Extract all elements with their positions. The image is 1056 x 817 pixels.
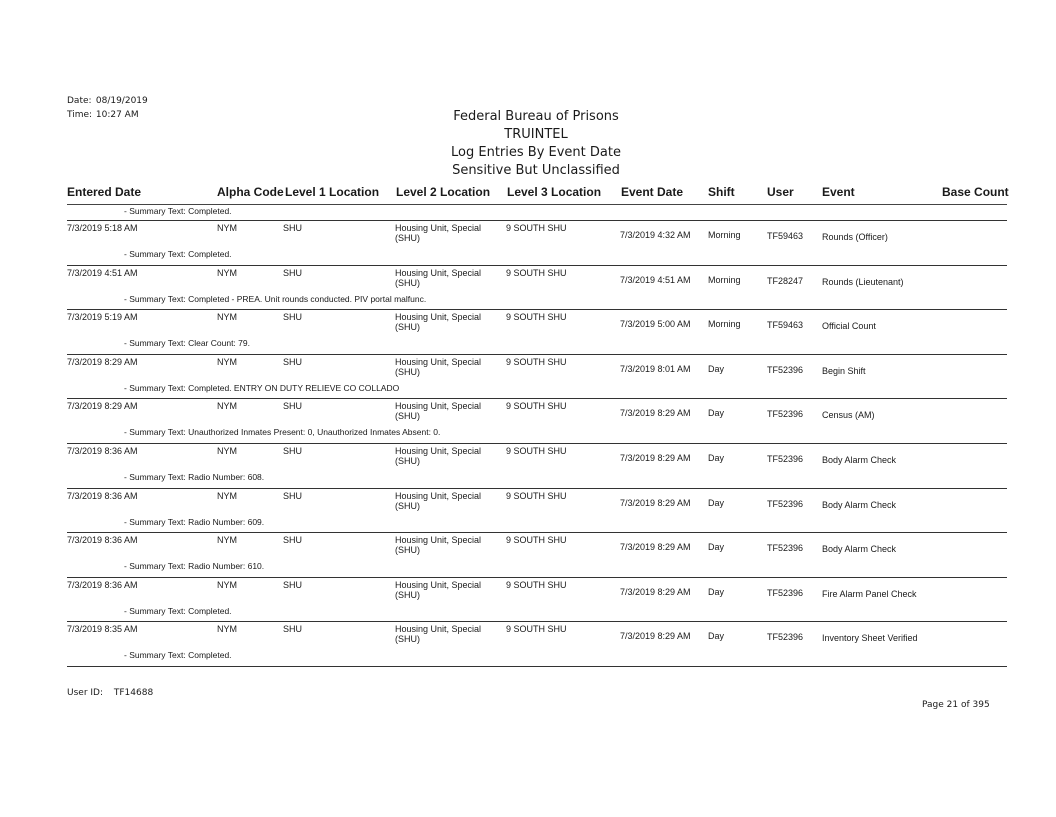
event-cell: Rounds (Officer) (822, 232, 888, 242)
level2-sub-cell: (SHU) (395, 367, 420, 377)
summary-text: - Summary Text: Completed - PREA. Unit rounds conducted. PIV portal malfunc. (124, 294, 427, 304)
level3-cell: 9 SOUTH SHU (506, 446, 567, 456)
event-cell: Inventory Sheet Verified (822, 633, 918, 643)
alpha-code-cell: NYM (217, 535, 237, 545)
entered-date-cell: 7/3/2019 5:18 AM (67, 223, 138, 233)
event-date-cell: 7/3/2019 8:29 AM (620, 453, 691, 463)
entered-date-cell: 7/3/2019 8:35 AM (67, 624, 138, 634)
user-cell: TF52396 (767, 499, 804, 509)
level2-sub-cell: (SHU) (395, 501, 420, 511)
col-event: Event (822, 185, 855, 199)
user-cell: TF52396 (767, 632, 804, 642)
event-cell: Census (AM) (822, 410, 875, 420)
alpha-code-cell: NYM (217, 401, 237, 411)
user-cell: TF28247 (767, 276, 804, 286)
col-event-date: Event Date (621, 185, 684, 199)
user-cell: TF52396 (767, 543, 804, 553)
header-divider (67, 204, 1007, 205)
summary-text: - Summary Text: Clear Count: 79. (124, 338, 250, 348)
col-level3: Level 3 Location (507, 185, 602, 199)
event-date-cell: 7/3/2019 8:29 AM (620, 587, 691, 597)
level3-cell: 9 SOUTH SHU (506, 535, 567, 545)
level2-sub-cell: (SHU) (395, 278, 420, 288)
shift-cell: Day (708, 542, 725, 552)
page-number: Page 21 of 395 (922, 700, 990, 710)
alpha-code-cell: NYM (217, 357, 237, 367)
entered-date-cell: 7/3/2019 8:36 AM (67, 491, 138, 501)
event-date-cell: 7/3/2019 5:00 AM (620, 319, 691, 329)
row-divider (67, 220, 1007, 221)
alpha-code-cell: NYM (217, 624, 237, 634)
level1-cell: SHU (283, 535, 303, 545)
level2-cell: Housing Unit, Special (395, 357, 482, 367)
col-entered-date: Entered Date (67, 185, 142, 199)
level1-cell: SHU (283, 624, 303, 634)
level2-sub-cell: (SHU) (395, 590, 420, 600)
level2-cell: Housing Unit, Special (395, 624, 482, 634)
col-alpha-code: Alpha Code (217, 185, 284, 199)
date-label: Date: (67, 96, 92, 106)
user-cell: TF52396 (767, 454, 804, 464)
event-cell: Body Alarm Check (822, 455, 897, 465)
classification: Sensitive But Unclassified (452, 163, 620, 178)
row-divider (67, 265, 1007, 266)
report-title: Log Entries By Event Date (451, 145, 621, 160)
entered-date-cell: 7/3/2019 5:19 AM (67, 312, 138, 322)
alpha-code-cell: NYM (217, 446, 237, 456)
date-value: 08/19/2019 (95, 96, 148, 106)
shift-cell: Day (708, 408, 725, 418)
level1-cell: SHU (283, 312, 303, 322)
level1-cell: SHU (283, 357, 303, 367)
shift-cell: Day (708, 364, 725, 374)
report-date (67, 96, 148, 106)
level2-cell: Housing Unit, Special (395, 580, 482, 590)
time-value: 10:27 AM (95, 110, 139, 120)
user-id-value: TF14688 (113, 688, 154, 698)
level1-cell: SHU (283, 268, 303, 278)
org-title: Federal Bureau of Prisons (453, 109, 619, 124)
user-id-label: User ID: (67, 688, 103, 698)
summary-text: - Summary Text: Completed. (124, 249, 232, 259)
shift-cell: Morning (708, 230, 741, 240)
row-divider (67, 577, 1007, 578)
user-cell: TF59463 (767, 320, 804, 330)
level3-cell: 9 SOUTH SHU (506, 223, 567, 233)
entered-date-cell: 7/3/2019 8:29 AM (67, 357, 138, 367)
footer-user (67, 688, 153, 698)
row-divider (67, 443, 1007, 444)
col-base-count: Base Count (942, 185, 1009, 199)
summary-text: - Summary Text: Radio Number: 608. (124, 472, 265, 482)
col-level2: Level 2 Location (396, 185, 491, 199)
alpha-code-cell: NYM (217, 268, 237, 278)
level1-cell: SHU (283, 580, 303, 590)
alpha-code-cell: NYM (217, 491, 237, 501)
entered-date-cell: 7/3/2019 8:36 AM (67, 535, 138, 545)
summary-text: - Summary Text: Unauthorized Inmates Present: 0, Unauthorized Inmates Absent: 0. (124, 427, 441, 437)
entered-date-cell: 7/3/2019 4:51 AM (67, 268, 138, 278)
report-time (67, 110, 139, 120)
event-date-cell: 7/3/2019 4:32 AM (620, 230, 691, 240)
shift-cell: Morning (708, 319, 741, 329)
event-date-cell: 7/3/2019 8:29 AM (620, 408, 691, 418)
event-date-cell: 7/3/2019 8:01 AM (620, 364, 691, 374)
level2-sub-cell: (SHU) (395, 233, 420, 243)
level3-cell: 9 SOUTH SHU (506, 624, 567, 634)
level1-cell: SHU (283, 491, 303, 501)
summary-text: - Summary Text: Radio Number: 610. (124, 561, 265, 571)
level3-cell: 9 SOUTH SHU (506, 357, 567, 367)
entered-date-cell: 7/3/2019 8:36 AM (67, 446, 138, 456)
shift-cell: Morning (708, 275, 741, 285)
event-cell: Fire Alarm Panel Check (822, 589, 917, 599)
level2-cell: Housing Unit, Special (395, 535, 482, 545)
level2-sub-cell: (SHU) (395, 634, 420, 644)
level2-sub-cell: (SHU) (395, 545, 420, 555)
event-cell: Begin Shift (822, 366, 866, 376)
shift-cell: Day (708, 498, 725, 508)
event-cell: Body Alarm Check (822, 500, 897, 510)
summary-text: - Summary Text: Completed. (124, 606, 232, 616)
row-divider (67, 309, 1007, 310)
user-cell: TF52396 (767, 588, 804, 598)
row-divider (67, 398, 1007, 399)
level2-cell: Housing Unit, Special (395, 312, 482, 322)
user-cell: TF59463 (767, 231, 804, 241)
event-cell: Official Count (822, 321, 876, 331)
col-user: User (767, 185, 794, 199)
alpha-code-cell: NYM (217, 223, 237, 233)
level2-cell: Housing Unit, Special (395, 491, 482, 501)
level3-cell: 9 SOUTH SHU (506, 312, 567, 322)
level2-sub-cell: (SHU) (395, 456, 420, 466)
level3-cell: 9 SOUTH SHU (506, 268, 567, 278)
level3-cell: 9 SOUTH SHU (506, 401, 567, 411)
report-title-block (380, 108, 692, 180)
row-divider (67, 354, 1007, 355)
carryover-summary: - Summary Text: Completed. (124, 206, 232, 216)
row-divider (67, 621, 1007, 622)
level3-cell: 9 SOUTH SHU (506, 491, 567, 501)
level1-cell: SHU (283, 446, 303, 456)
event-date-cell: 7/3/2019 4:51 AM (620, 275, 691, 285)
user-cell: TF52396 (767, 365, 804, 375)
table-header (67, 183, 1007, 205)
summary-text: - Summary Text: Completed. (124, 650, 232, 660)
shift-cell: Day (708, 631, 725, 641)
col-level1: Level 1 Location (285, 185, 380, 199)
level2-cell: Housing Unit, Special (395, 401, 482, 411)
col-shift: Shift (708, 185, 735, 199)
summary-text: - Summary Text: Radio Number: 609. (124, 517, 265, 527)
event-date-cell: 7/3/2019 8:29 AM (620, 631, 691, 641)
event-date-cell: 7/3/2019 8:29 AM (620, 498, 691, 508)
shift-cell: Day (708, 453, 725, 463)
level2-sub-cell: (SHU) (395, 322, 420, 332)
level3-cell: 9 SOUTH SHU (506, 580, 567, 590)
user-cell: TF52396 (767, 409, 804, 419)
level1-cell: SHU (283, 401, 303, 411)
entered-date-cell: 7/3/2019 8:36 AM (67, 580, 138, 590)
shift-cell: Day (708, 587, 725, 597)
event-date-cell: 7/3/2019 8:29 AM (620, 542, 691, 552)
time-label: Time: (67, 110, 93, 120)
level1-cell: SHU (283, 223, 303, 233)
row-divider (67, 532, 1007, 533)
entered-date-cell: 7/3/2019 8:29 AM (67, 401, 138, 411)
event-cell: Rounds (Lieutenant) (822, 277, 904, 287)
level2-sub-cell: (SHU) (395, 411, 420, 421)
event-cell: Body Alarm Check (822, 544, 897, 554)
row-divider (67, 488, 1007, 489)
level2-cell: Housing Unit, Special (395, 268, 482, 278)
level2-cell: Housing Unit, Special (395, 446, 482, 456)
table-bottom-rule (67, 666, 1007, 667)
alpha-code-cell: NYM (217, 580, 237, 590)
alpha-code-cell: NYM (217, 312, 237, 322)
system-title: TRUINTEL (504, 127, 568, 142)
summary-text: - Summary Text: Completed. ENTRY ON DUTY RELIEVE CO COLLADO (124, 383, 400, 393)
level2-cell: Housing Unit, Special (395, 223, 482, 233)
